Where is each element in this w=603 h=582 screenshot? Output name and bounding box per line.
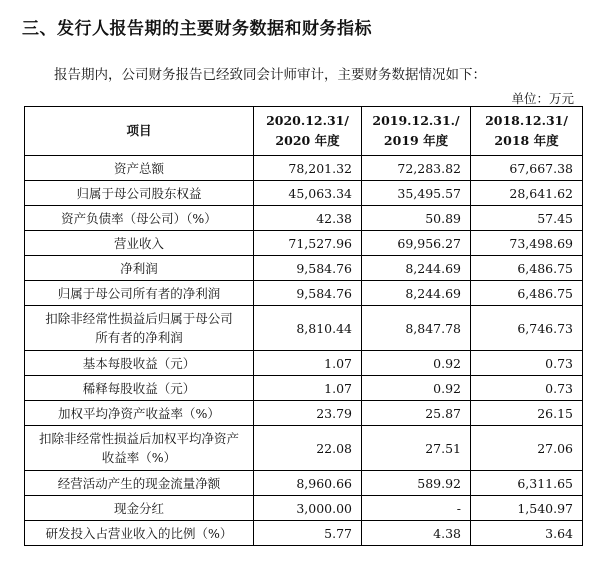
value-2018: 27.06 [471,426,583,471]
row-label-line1: 扣除非经常性损益后加权平均净资产 [38,431,239,446]
table-row [25,256,583,281]
table-row [25,231,583,256]
row-label: 归属于母公司所有者的净利润 [25,281,254,306]
row-label: 研发投入占营业收入的比例（%） [25,521,254,546]
row-label: 资产负债率（母公司）（%） [25,206,254,231]
row-label: 经营活动产生的现金流量净额 [25,471,254,496]
table-row [25,521,583,546]
table-header-row [25,107,583,156]
value-2018: 6,486.75 [471,281,583,306]
value-2019: 69,956.27 [362,231,471,256]
value-2019: 8,244.69 [362,281,471,306]
row-label-line2: 收益率（%） [101,450,177,465]
table-row [25,376,583,401]
value-2019: 72,283.82 [362,156,471,181]
value-2018: 26.15 [471,401,583,426]
header-item: 项目 [25,107,254,156]
row-label-line1: 扣除非经常性损益后归属于母公司 [45,311,233,326]
table-row [25,156,583,181]
table-row [25,426,583,471]
value-2018: 6,746.73 [471,306,583,351]
value-2019: 35,495.57 [362,181,471,206]
row-label [25,426,254,471]
value-2018: 3.64 [471,521,583,546]
unit-label: 单位：万元 [511,91,574,106]
value-2019: 0.92 [362,351,471,376]
value-2020: 9,584.76 [254,256,362,281]
value-2020: 3,000.00 [254,496,362,521]
value-2018: 1,540.97 [471,496,583,521]
value-2020: 8,810.44 [254,306,362,351]
value-2019: 8,847.78 [362,306,471,351]
row-label: 基本每股收益（元） [25,351,254,376]
table-row [25,496,583,521]
value-2020: 1.07 [254,351,362,376]
value-2018: 28,641.62 [471,181,583,206]
row-label: 归属于母公司股东权益 [25,181,254,206]
value-2018: 67,667.38 [471,156,583,181]
financial-data-table [24,106,583,546]
value-2020: 22.08 [254,426,362,471]
value-2018: 0.73 [471,376,583,401]
value-2019: - [362,496,471,521]
value-2020: 42.38 [254,206,362,231]
value-2019: 50.89 [362,206,471,231]
header-2020: 2020.12.31/ 2020 年度 [254,107,362,156]
value-2019: 27.51 [362,426,471,471]
row-label: 净利润 [25,256,254,281]
value-2019: 25.87 [362,401,471,426]
value-2018: 6,311.65 [471,471,583,496]
intro-paragraph: 报告期内，公司财务报告已经致同会计师审计，主要财务数据情况如下： [54,67,486,83]
value-2020: 23.79 [254,401,362,426]
table-row [25,471,583,496]
value-2020: 71,527.96 [254,231,362,256]
row-label: 稀释每股收益（元） [25,376,254,401]
row-label: 营业收入 [25,231,254,256]
row-label-line2: 所有者的净利润 [95,330,183,345]
value-2020: 9,584.76 [254,281,362,306]
value-2019: 0.92 [362,376,471,401]
value-2020: 5.77 [254,521,362,546]
value-2020: 45,063.34 [254,181,362,206]
row-label: 现金分红 [25,496,254,521]
value-2020: 1.07 [254,376,362,401]
section-title: 三、发行人报告期的主要财务数据和财务指标 [22,19,372,39]
table-row [25,351,583,376]
value-2020: 8,960.66 [254,471,362,496]
table-row [25,181,583,206]
table-row [25,306,583,351]
row-label: 资产总额 [25,156,254,181]
header-2018: 2018.12.31/ 2018 年度 [471,107,583,156]
row-label: 加权平均净资产收益率（%） [25,401,254,426]
table-row [25,401,583,426]
value-2018: 6,486.75 [471,256,583,281]
value-2018: 57.45 [471,206,583,231]
value-2019: 589.92 [362,471,471,496]
table-row [25,281,583,306]
value-2020: 78,201.32 [254,156,362,181]
header-2019: 2019.12.31./ 2019 年度 [362,107,471,156]
value-2019: 8,244.69 [362,256,471,281]
value-2018: 73,498.69 [471,231,583,256]
table-row [25,206,583,231]
row-label [25,306,254,351]
value-2019: 4.38 [362,521,471,546]
value-2018: 0.73 [471,351,583,376]
